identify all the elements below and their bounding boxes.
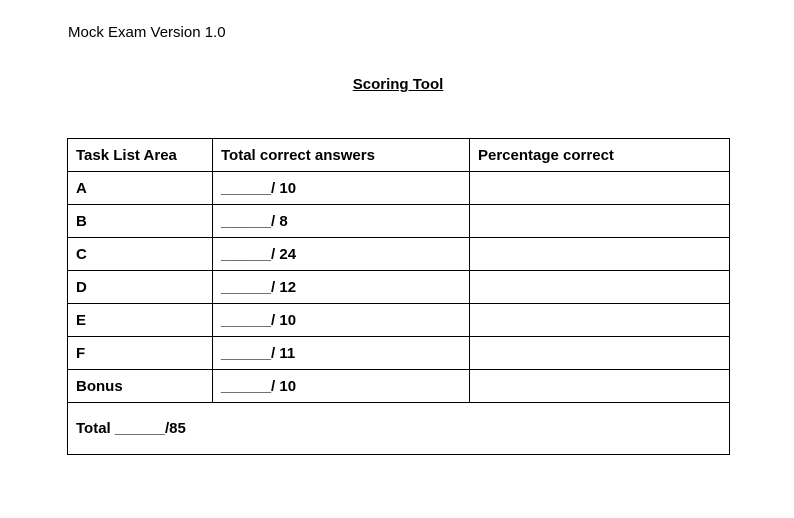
percentage-cell bbox=[470, 271, 730, 304]
table-row bbox=[68, 205, 730, 238]
task-area-cell: B bbox=[68, 205, 213, 238]
task-area-cell: E bbox=[68, 304, 213, 337]
table-row bbox=[68, 238, 730, 271]
correct-answers-cell: ______/ 11 bbox=[213, 337, 470, 370]
percentage-cell bbox=[470, 337, 730, 370]
table-row bbox=[68, 271, 730, 304]
correct-answers-cell: ______/ 10 bbox=[213, 172, 470, 205]
correct-answers-cell: ______/ 10 bbox=[213, 304, 470, 337]
version-line: Mock Exam Version 1.0 bbox=[68, 24, 226, 41]
table-row bbox=[68, 337, 730, 370]
table-row bbox=[68, 172, 730, 205]
scoring-table bbox=[67, 138, 730, 455]
table-row bbox=[68, 370, 730, 403]
table-header-row bbox=[68, 139, 730, 172]
task-area-cell: A bbox=[68, 172, 213, 205]
percentage-cell bbox=[470, 172, 730, 205]
total-score-cell: Total ______/85 bbox=[68, 403, 730, 455]
task-area-cell: Bonus bbox=[68, 370, 213, 403]
column-header-total-correct: Total correct answers bbox=[213, 139, 470, 172]
percentage-cell bbox=[470, 370, 730, 403]
correct-answers-cell: ______/ 12 bbox=[213, 271, 470, 304]
total-row bbox=[68, 403, 730, 455]
page-title: Scoring Tool bbox=[352, 76, 444, 93]
task-area-cell: D bbox=[68, 271, 213, 304]
column-header-task-list-area: Task List Area bbox=[68, 139, 213, 172]
table-row bbox=[68, 304, 730, 337]
correct-answers-cell: ______/ 8 bbox=[213, 205, 470, 238]
task-area-cell: F bbox=[68, 337, 213, 370]
percentage-cell bbox=[470, 238, 730, 271]
column-header-percentage: Percentage correct bbox=[470, 139, 730, 172]
correct-answers-cell: ______/ 10 bbox=[213, 370, 470, 403]
task-area-cell: C bbox=[68, 238, 213, 271]
percentage-cell bbox=[470, 304, 730, 337]
percentage-cell bbox=[470, 205, 730, 238]
correct-answers-cell: ______/ 24 bbox=[213, 238, 470, 271]
